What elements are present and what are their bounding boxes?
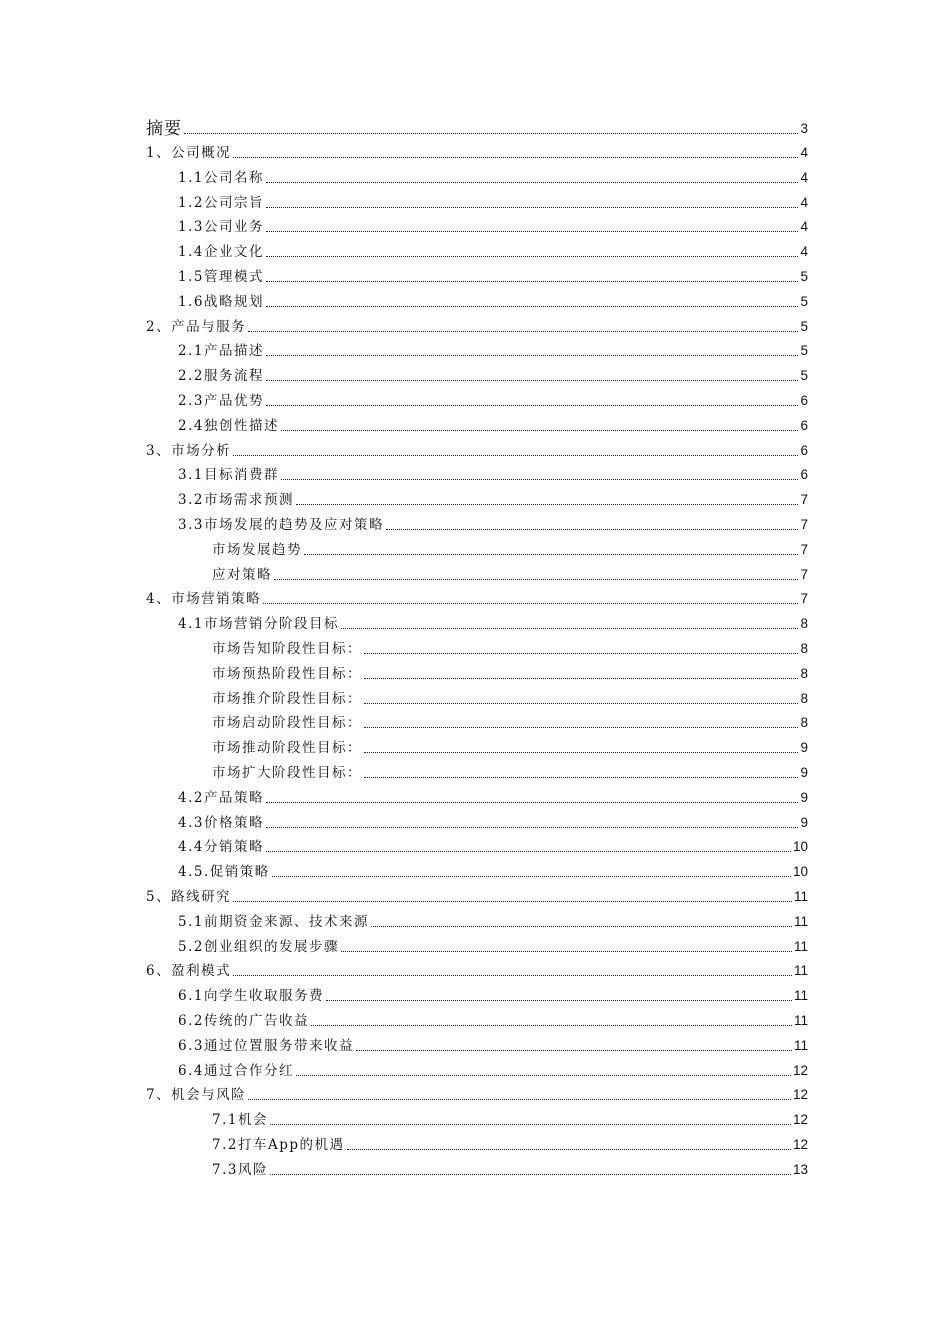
toc-entry[interactable]	[178, 1008, 808, 1030]
toc-leader-dots	[266, 230, 799, 232]
toc-entry-page: 11	[793, 1013, 808, 1028]
toc-leader-dots	[364, 652, 798, 654]
toc-leader-dots	[184, 132, 798, 134]
toc-entry-title: 市场预热阶段性目标：	[212, 665, 362, 682]
toc-entry[interactable]	[146, 586, 808, 608]
toc-entry-page: 4	[800, 194, 808, 210]
toc-entry-title: 2、产品与服务	[146, 318, 247, 335]
toc-entry[interactable]	[212, 1107, 808, 1129]
toc-entry[interactable]	[146, 116, 808, 138]
toc-leader-dots	[371, 925, 792, 927]
toc-entry-page: 7	[800, 492, 808, 508]
toc-entry[interactable]	[212, 636, 808, 658]
toc-entry-page: 13	[792, 1161, 808, 1177]
toc-entry-title: 1.1公司名称	[178, 169, 264, 186]
toc-entry-title: 5.1前期资金来源、技术来源	[178, 913, 369, 930]
toc-entry-title: 3.2市场需求预测	[178, 492, 294, 509]
toc-leader-dots	[266, 280, 799, 282]
toc-leader-dots	[248, 1098, 791, 1100]
toc-leader-dots	[266, 206, 799, 208]
toc-leader-dots	[364, 776, 798, 778]
toc-entry[interactable]	[178, 934, 808, 956]
toc-entry[interactable]	[212, 661, 808, 683]
toc-entry[interactable]	[178, 512, 808, 534]
toc-entry-title: 6.4通过合作分红	[178, 1062, 294, 1079]
toc-leader-dots	[296, 1074, 791, 1076]
toc-entry-page: 9	[800, 814, 808, 830]
toc-entry-title: 3.3市场发展的趋势及应对策略	[178, 517, 384, 533]
toc-leader-dots	[233, 974, 792, 976]
toc-entry-page: 12	[792, 1112, 808, 1128]
toc-leader-dots	[266, 404, 799, 406]
toc-entry[interactable]	[212, 735, 808, 757]
toc-entry[interactable]	[178, 190, 808, 212]
toc-entry-title: 市场发展趋势	[212, 541, 302, 558]
toc-entry-page: 8	[800, 715, 808, 731]
toc-entry-page: 10	[792, 839, 808, 855]
toc-entry[interactable]	[212, 710, 808, 732]
toc-leader-dots	[270, 1123, 791, 1125]
toc-entry-title: 5.2创业组织的发展步骤	[178, 938, 339, 955]
toc-entry-title: 2.1产品描述	[178, 343, 264, 360]
toc-entry-page: 4	[800, 244, 808, 260]
toc-entry-title: 7.2打车App的机遇	[212, 1137, 345, 1153]
toc-entry-title: 市场扩大阶段性目标：	[212, 765, 362, 781]
toc-leader-dots	[266, 801, 799, 803]
toc-entry-title: 应对策略	[212, 566, 272, 583]
toc-entry-title: 4.2产品策略	[178, 789, 264, 806]
toc-entry-title: 6.2传统的广告收益	[178, 1013, 309, 1029]
toc-leader-dots	[266, 305, 799, 307]
toc-entry-title: 7、机会与风险	[146, 1087, 247, 1104]
toc-leader-dots	[270, 1173, 791, 1175]
toc-leader-dots	[364, 726, 798, 728]
toc-entry-title: 3、市场分析	[146, 442, 232, 459]
toc-entry-page: 7	[800, 517, 808, 532]
toc-entry-page: 7	[800, 566, 808, 582]
toc-entry[interactable]	[178, 363, 808, 385]
toc-entry[interactable]	[178, 388, 808, 410]
toc-entry-page: 5	[800, 343, 808, 359]
toc-entry-title: 2.4独创性描述	[178, 417, 279, 434]
toc-entry[interactable]	[212, 537, 808, 559]
toc-entry[interactable]	[212, 686, 808, 708]
toc-leader-dots	[266, 354, 799, 356]
toc-entry-page: 8	[800, 641, 808, 656]
toc-leader-dots	[281, 478, 799, 480]
toc-leader-dots	[347, 1148, 791, 1150]
toc-entry-page: 12	[792, 1062, 808, 1078]
toc-entry-title: 4.1市场营销分阶段目标	[178, 616, 339, 633]
toc-entry-title: 4.3价格策略	[178, 814, 264, 831]
toc-entry[interactable]	[178, 214, 808, 236]
toc-leader-dots	[266, 850, 791, 852]
toc-entry-page: 6	[800, 442, 808, 458]
toc-leader-dots	[266, 181, 799, 183]
toc-entry-title: 市场推动阶段性目标：	[212, 740, 362, 757]
toc-entry-title: 6.1向学生收取服务费	[178, 988, 324, 1005]
toc-entry-page: 5	[800, 318, 808, 334]
toc-entry[interactable]	[212, 562, 808, 584]
toc-entry[interactable]	[178, 462, 808, 484]
toc-entry-page: 11	[793, 938, 808, 954]
toc-entry[interactable]	[146, 1082, 808, 1104]
toc-entry-page: 8	[800, 665, 808, 681]
toc-entry-title: 7.1机会	[212, 1112, 268, 1129]
toc-entry-title: 市场推介阶段性目标：	[212, 690, 362, 707]
toc-entry-title: 1.3公司业务	[178, 219, 264, 236]
toc-entry-title: 7.3风险	[212, 1161, 268, 1178]
toc-entry[interactable]	[178, 611, 808, 633]
toc-leader-dots	[326, 999, 792, 1001]
toc-entry-title: 1.5管理模式	[178, 269, 264, 285]
toc-entry[interactable]	[178, 1033, 808, 1055]
toc-entry-page: 8	[800, 616, 808, 632]
toc-entry[interactable]	[212, 1132, 808, 1154]
toc-leader-dots	[341, 950, 792, 952]
toc-entry-page: 4	[800, 145, 808, 160]
toc-entry-page: 11	[793, 913, 808, 929]
toc-entry-page: 11	[793, 963, 808, 979]
toc-entry[interactable]	[178, 264, 808, 286]
toc-entry-title: 4.5.促销策略	[178, 864, 270, 881]
toc-entry-page: 5	[800, 368, 808, 384]
toc-leader-dots	[233, 454, 798, 456]
toc-entry[interactable]	[146, 438, 808, 460]
toc-entry-page: 10	[792, 864, 808, 880]
toc-leader-dots	[266, 255, 799, 257]
toc-entry-page: 5	[800, 269, 808, 284]
toc-entry[interactable]	[212, 760, 808, 782]
toc-leader-dots	[341, 627, 799, 629]
toc-leader-dots	[281, 429, 799, 431]
toc-entry[interactable]	[178, 487, 808, 509]
toc-entry-title: 市场启动阶段性目标：	[212, 715, 362, 732]
toc-leader-dots	[248, 330, 798, 332]
toc-entry[interactable]	[178, 834, 808, 856]
toc-entry-title: 1.4企业文化	[178, 244, 264, 261]
toc-leader-dots	[364, 751, 798, 753]
toc-entry-title: 摘要	[146, 119, 182, 139]
toc-entry-page: 9	[800, 740, 808, 756]
toc-leader-dots	[233, 156, 798, 158]
toc-leader-dots	[311, 1024, 792, 1026]
toc-entry-title: 2.3产品优势	[178, 393, 264, 409]
toc-entry-title: 5、路线研究	[146, 889, 232, 905]
toc-entry-page: 11	[793, 889, 808, 904]
toc-leader-dots	[304, 553, 798, 555]
toc-entry[interactable]	[178, 338, 808, 360]
toc-entry-page: 4	[800, 169, 808, 185]
toc-entry-page: 6	[800, 467, 808, 483]
toc-entry-title: 4.4分销策略	[178, 839, 264, 856]
toc-leader-dots	[364, 677, 798, 679]
toc-entry-title: 3.1目标消费群	[178, 467, 279, 484]
toc-entry[interactable]	[178, 413, 808, 435]
toc-entry-page: 11	[793, 1037, 808, 1053]
toc-entry[interactable]	[178, 983, 808, 1005]
toc-entry-page: 9	[800, 789, 808, 805]
toc-entry-page: 4	[800, 219, 808, 235]
toc-leader-dots	[356, 1049, 792, 1051]
toc-leader-dots	[263, 602, 798, 604]
toc-leader-dots	[233, 900, 792, 902]
toc-leader-dots	[274, 578, 798, 580]
toc-entry-page: 12	[792, 1137, 808, 1152]
toc-entry-page: 3	[800, 121, 808, 136]
toc-leader-dots	[386, 528, 799, 530]
toc-leader-dots	[266, 379, 799, 381]
toc-entry-title: 6、盈利模式	[146, 963, 232, 980]
toc-entry-title: 2.2服务流程	[178, 368, 264, 385]
toc-entry-page: 7	[800, 541, 808, 557]
toc-entry[interactable]	[178, 810, 808, 832]
toc-entry-title: 1、公司概况	[146, 145, 232, 161]
toc-leader-dots	[364, 702, 798, 704]
toc-entry-title: 6.3通过位置服务带来收益	[178, 1037, 354, 1054]
toc-entry[interactable]	[146, 884, 808, 906]
toc-entry-page: 8	[800, 690, 808, 706]
toc-entry-page: 11	[793, 988, 808, 1004]
toc-entry[interactable]	[178, 909, 808, 931]
toc-entry[interactable]	[178, 785, 808, 807]
toc-entry[interactable]	[178, 859, 808, 881]
toc-entry[interactable]	[146, 314, 808, 336]
toc-entry-title: 市场告知阶段性目标：	[212, 641, 362, 657]
toc-entry-title: 1.2公司宗旨	[178, 194, 264, 211]
toc-entry-page: 6	[800, 393, 808, 408]
toc-leader-dots	[266, 826, 799, 828]
toc-leader-dots	[296, 503, 799, 505]
toc-entry-page: 6	[800, 417, 808, 433]
toc-entry-page: 7	[800, 591, 808, 607]
toc-entry[interactable]	[146, 140, 808, 162]
toc-entry-page: 5	[800, 293, 808, 309]
toc-entry[interactable]	[212, 1157, 808, 1179]
toc-entry-title: 1.6战略规划	[178, 293, 264, 310]
toc-entry[interactable]	[178, 165, 808, 187]
toc-entry[interactable]	[178, 239, 808, 261]
toc-leader-dots	[272, 875, 791, 877]
toc-entry-page: 9	[800, 765, 808, 780]
toc-entry-page: 12	[792, 1087, 808, 1103]
toc-entry[interactable]	[146, 958, 808, 980]
toc-entry[interactable]	[178, 289, 808, 311]
toc-entry-title: 4、市场营销策略	[146, 591, 262, 608]
toc-entry[interactable]	[178, 1058, 808, 1080]
